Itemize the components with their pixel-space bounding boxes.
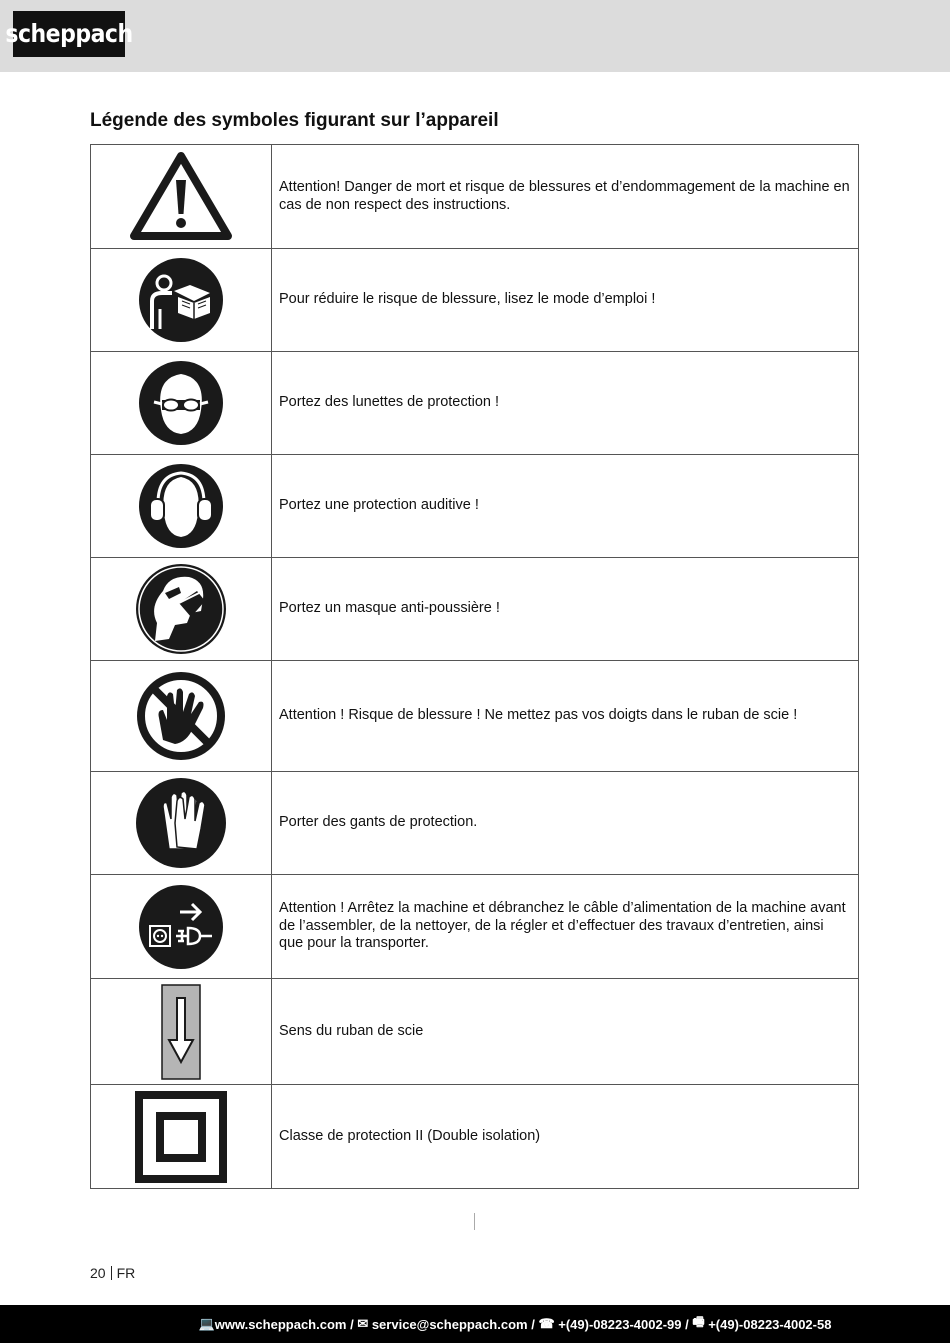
symbol-description: Sens du ruban de scie [272, 979, 859, 1085]
footer-contact-bar [0, 1305, 950, 1343]
symbol-description: Portez un masque anti-poussière ! [272, 558, 859, 661]
table-row [91, 558, 859, 661]
safety-goggles-icon [138, 360, 224, 446]
symbol-description: Classe de protection II (Double isolation) [272, 1085, 859, 1189]
table-row [91, 145, 859, 249]
double-insulation-icon [135, 1091, 227, 1183]
symbol-description: Portez une protection auditive ! [272, 455, 859, 558]
no-hands-icon [135, 670, 227, 762]
warning-triangle-icon [128, 150, 234, 244]
table-row [91, 1085, 859, 1189]
page-number-value: 20 [90, 1265, 106, 1281]
table-row [91, 979, 859, 1085]
table-row [91, 661, 859, 772]
symbols-table [90, 144, 859, 1189]
unplug-icon [138, 884, 224, 970]
scheppach-logo: scheppach [13, 11, 125, 57]
fax-number: +(49)-08223-4002-58 [708, 1316, 832, 1332]
symbol-description: Portez des lunettes de protection ! [272, 352, 859, 455]
symbol-description: Attention! Danger de mort et risque de blessures et d’endommagement de la machine en cas de non respect des instructions. [272, 145, 859, 249]
protective-gloves-icon [135, 777, 227, 869]
phone-icon: ☎ [538, 1316, 559, 1331]
computer-icon: 💻 [198, 1316, 215, 1331]
ear-protection-icon [138, 463, 224, 549]
table-row [91, 352, 859, 455]
language-code: FR [116, 1265, 136, 1281]
center-marker [474, 1213, 475, 1230]
header-band [0, 0, 950, 72]
table-row [91, 455, 859, 558]
page-separator [111, 1266, 112, 1280]
page-title: Légende des symboles figurant sur l’appareil [90, 110, 499, 131]
table-row [91, 772, 859, 875]
footer-separator: / [527, 1316, 539, 1332]
page-number [90, 1265, 135, 1281]
read-manual-icon [138, 257, 224, 343]
symbol-description: Porter des gants de protection. [272, 772, 859, 875]
dust-mask-icon [135, 563, 227, 655]
mail-icon: ✉ [357, 1316, 372, 1331]
fax-icon: 🖷 [692, 1314, 709, 1329]
phone-number: +(49)-08223-4002-99 [558, 1316, 682, 1332]
symbol-description: Pour réduire le risque de blessure, lisez le mode d’emploi ! [272, 249, 859, 352]
table-row [91, 875, 859, 979]
footer-separator: / [681, 1316, 693, 1332]
symbol-description: Attention ! Arrêtez la machine et débranchez le câble d’alimentation de la machine avant de l’assembler, de la nettoyer, de la régler et d’effectuer des travaux d’entretien, ainsi que pour la transporter. [272, 875, 859, 979]
email-link[interactable]: service@scheppach.com [371, 1316, 528, 1332]
footer-separator: / [346, 1316, 358, 1332]
website-link[interactable]: www.scheppach.com [214, 1316, 347, 1332]
blade-direction-arrow-icon [161, 984, 201, 1080]
table-row [91, 249, 859, 352]
symbol-description: Attention ! Risque de blessure ! Ne mettez pas vos doigts dans le ruban de scie ! [272, 661, 859, 772]
